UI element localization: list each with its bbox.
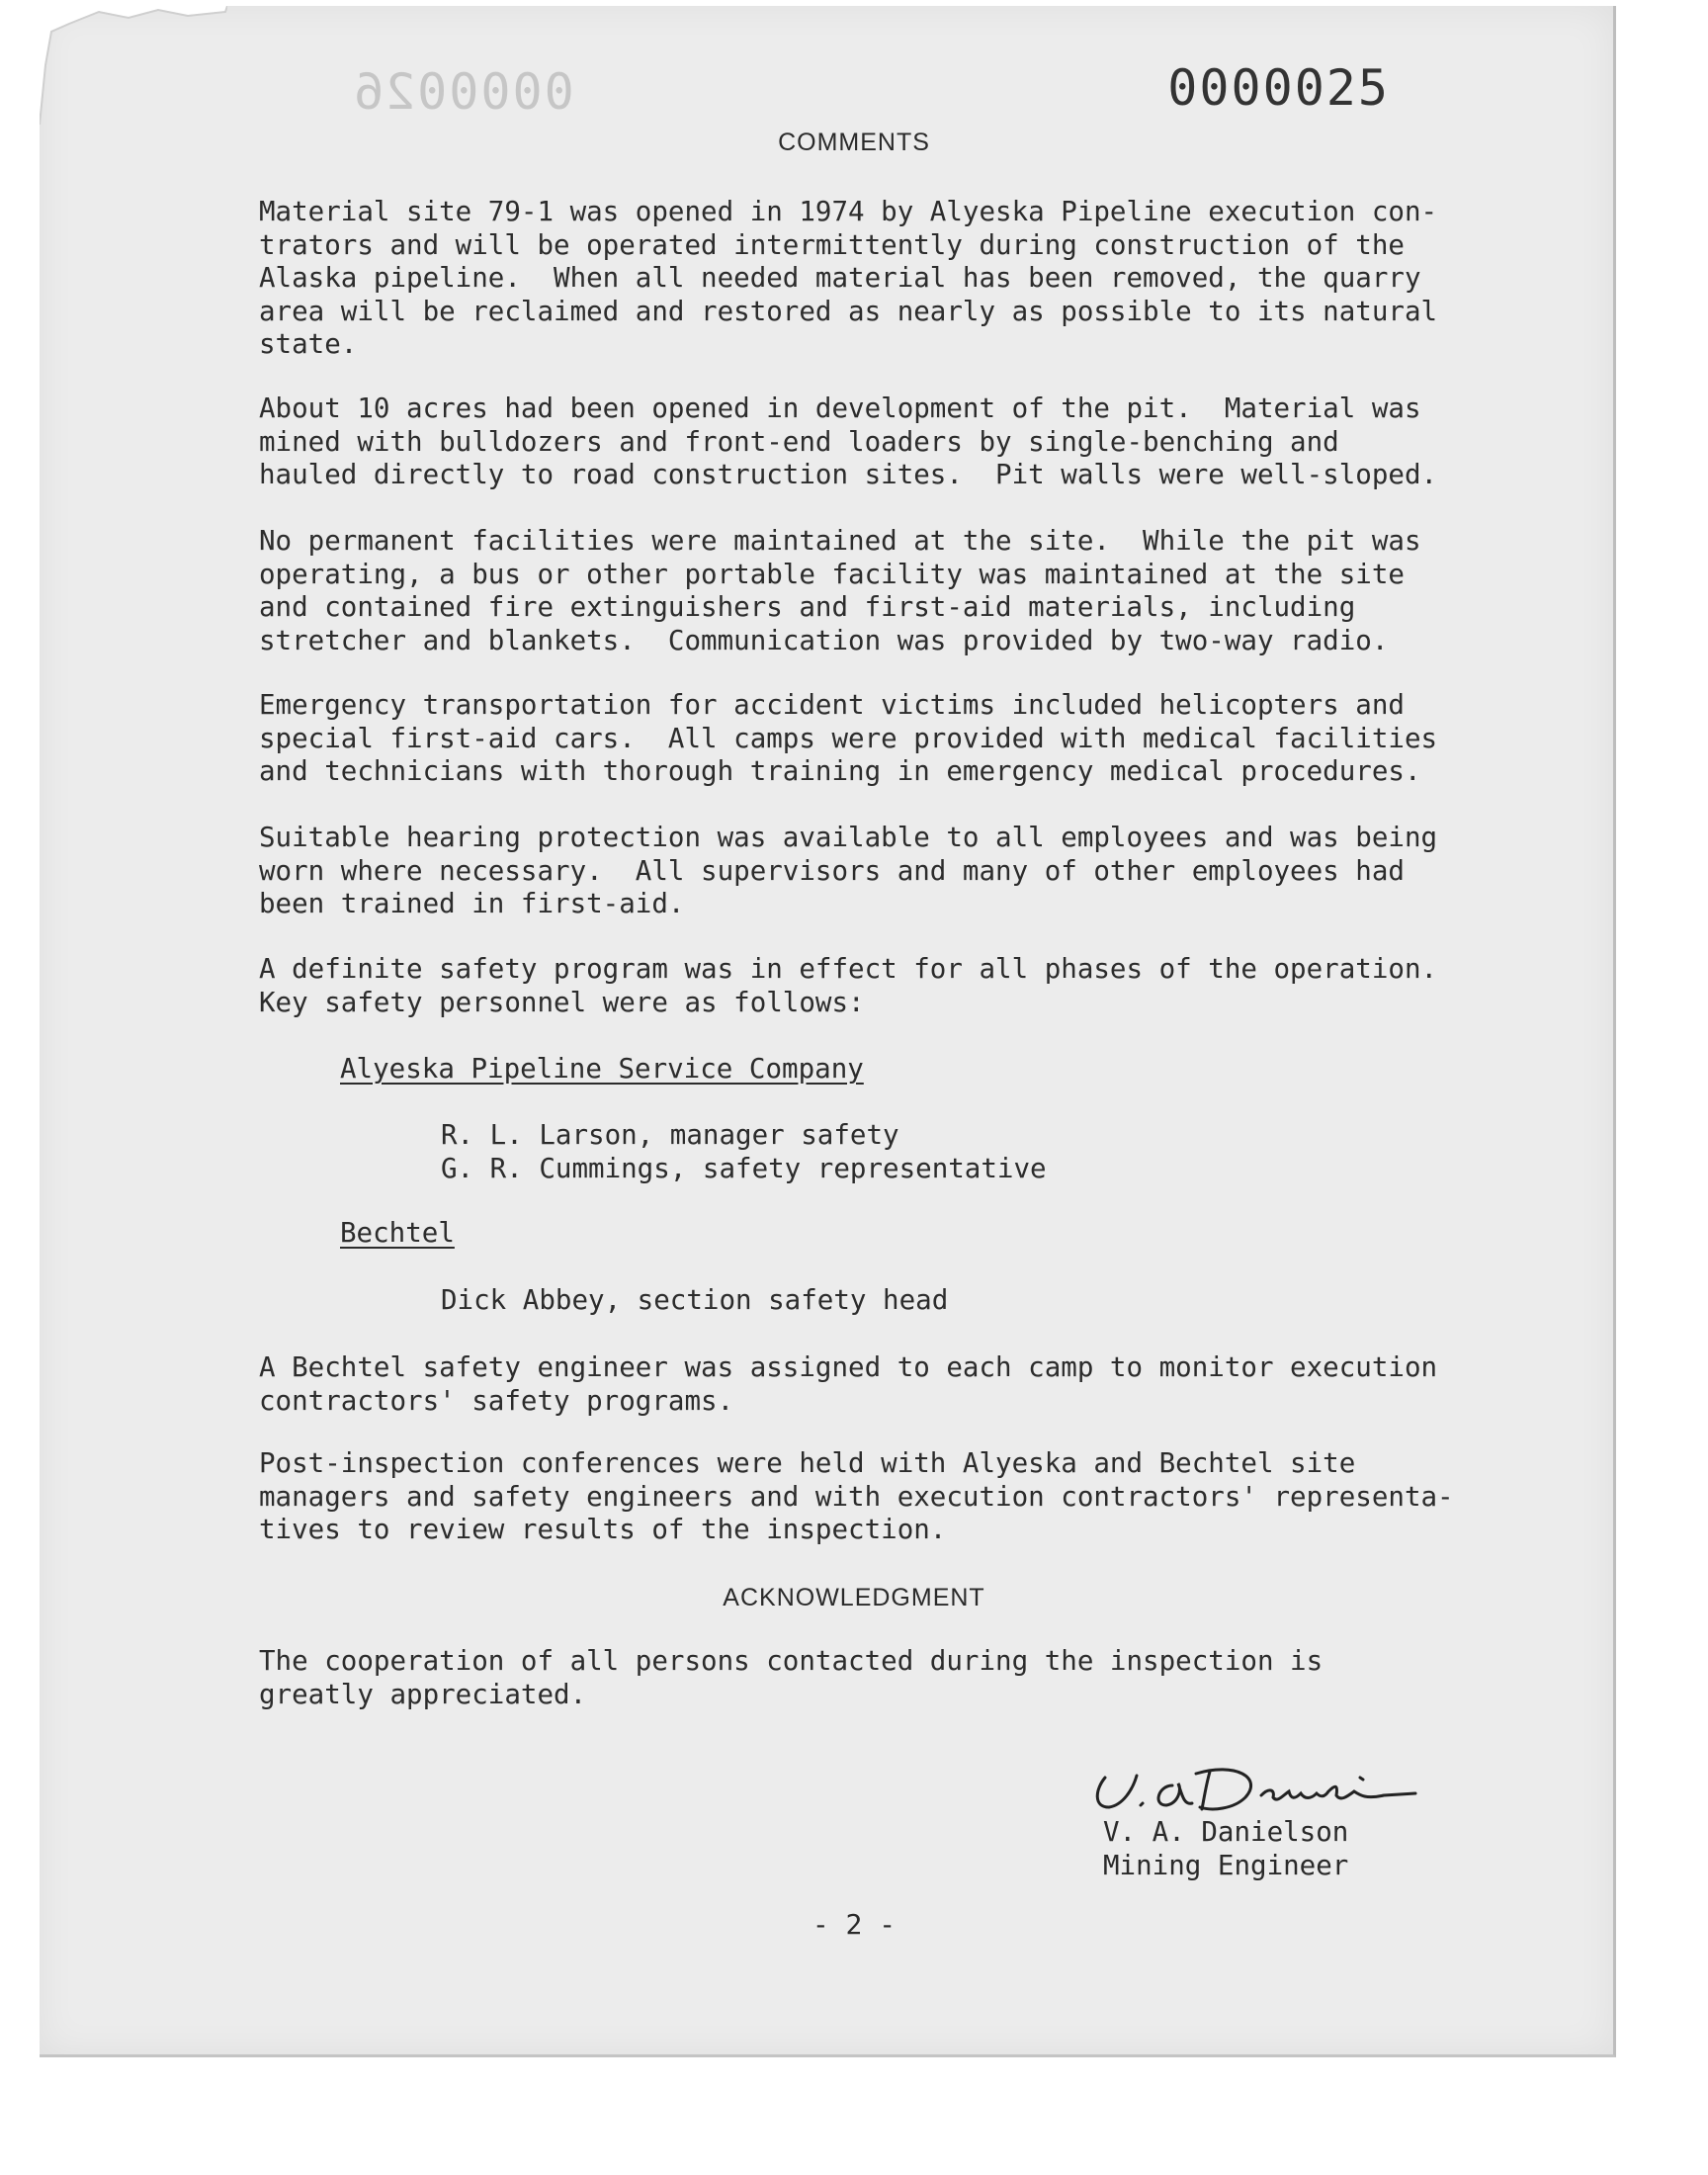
paragraph-conferences: Post-inspection conferences were held with Alyeska and Bechtel site managers and safety engineers and with execution contractors' representa- tives to review results of the inspection. — [259, 1447, 1454, 1545]
page-number: - 2 - — [811, 1908, 897, 1941]
org-bechtel-heading: Bechtel — [340, 1217, 455, 1249]
paragraph-bechtel-engineer: A Bechtel safety engineer was assigned to each camp to monitor execution contractors' safety programs. — [259, 1351, 1438, 1417]
personnel-abbey: Dick Abbey, section safety head — [441, 1284, 949, 1316]
paragraph-emergency: Emergency transportation for accident victims included helicopters and special first-aid cars. All camps were provided with medical facilities and technicians with thorough training in emergency medical procedures. — [259, 689, 1438, 787]
paragraph-facilities: No permanent facilities were maintained at the site. While the pit was operating, a bus or other portable facility was maintained at the site and contained fire extinguishers and first-aid materials, including stretcher and blankets. Communication was provided by two-way radio. — [259, 525, 1421, 656]
org-alyeska-heading: Alyeska Pipeline Service Company — [340, 1053, 864, 1085]
paragraph-hearing: Suitable hearing protection was available to all employees and was being worn where necessary. All supervisors and many of other employees had been trained in first-aid. — [259, 822, 1438, 919]
torn-corner — [40, 6, 227, 125]
signature-block — [1103, 1815, 1348, 1882]
paragraph-cooperation: The cooperation of all persons contacted during the inspection is greatly appreciated. — [259, 1645, 1324, 1710]
personnel-larson: R. L. Larson, manager safety — [441, 1119, 899, 1151]
document-number: 0000025 — [1167, 59, 1390, 117]
paragraph-safety-program: A definite safety program was in effect for all phases of the operation. Key safety personnel were as follows: — [259, 953, 1438, 1018]
paragraph-acres: About 10 acres had been opened in development of the pit. Material was mined with bulldozers and front-end loaders by single-benching and hauled directly to road construction sites. Pit walls were well-sloped. — [259, 392, 1438, 490]
signer-title: Mining Engineer — [1103, 1850, 1349, 1881]
comments-heading: COMMENTS — [778, 129, 930, 156]
bleed-through-number: 0000026 — [352, 63, 574, 121]
paragraph-material-site: Material site 79-1 was opened in 1974 by Alyeska Pipeline execution con- trators and will be operated intermittently during construction of the Alaska pipeline. When all needed material has been removed, the quarry area will be reclaimed and restored as nearly as possible to its natural state. — [259, 196, 1438, 360]
acknowledgment-heading: ACKNOWLEDGMENT — [723, 1584, 985, 1611]
personnel-cummings: G. R. Cummings, safety representative — [441, 1153, 1047, 1184]
signer-name: V. A. Danielson — [1103, 1816, 1349, 1848]
